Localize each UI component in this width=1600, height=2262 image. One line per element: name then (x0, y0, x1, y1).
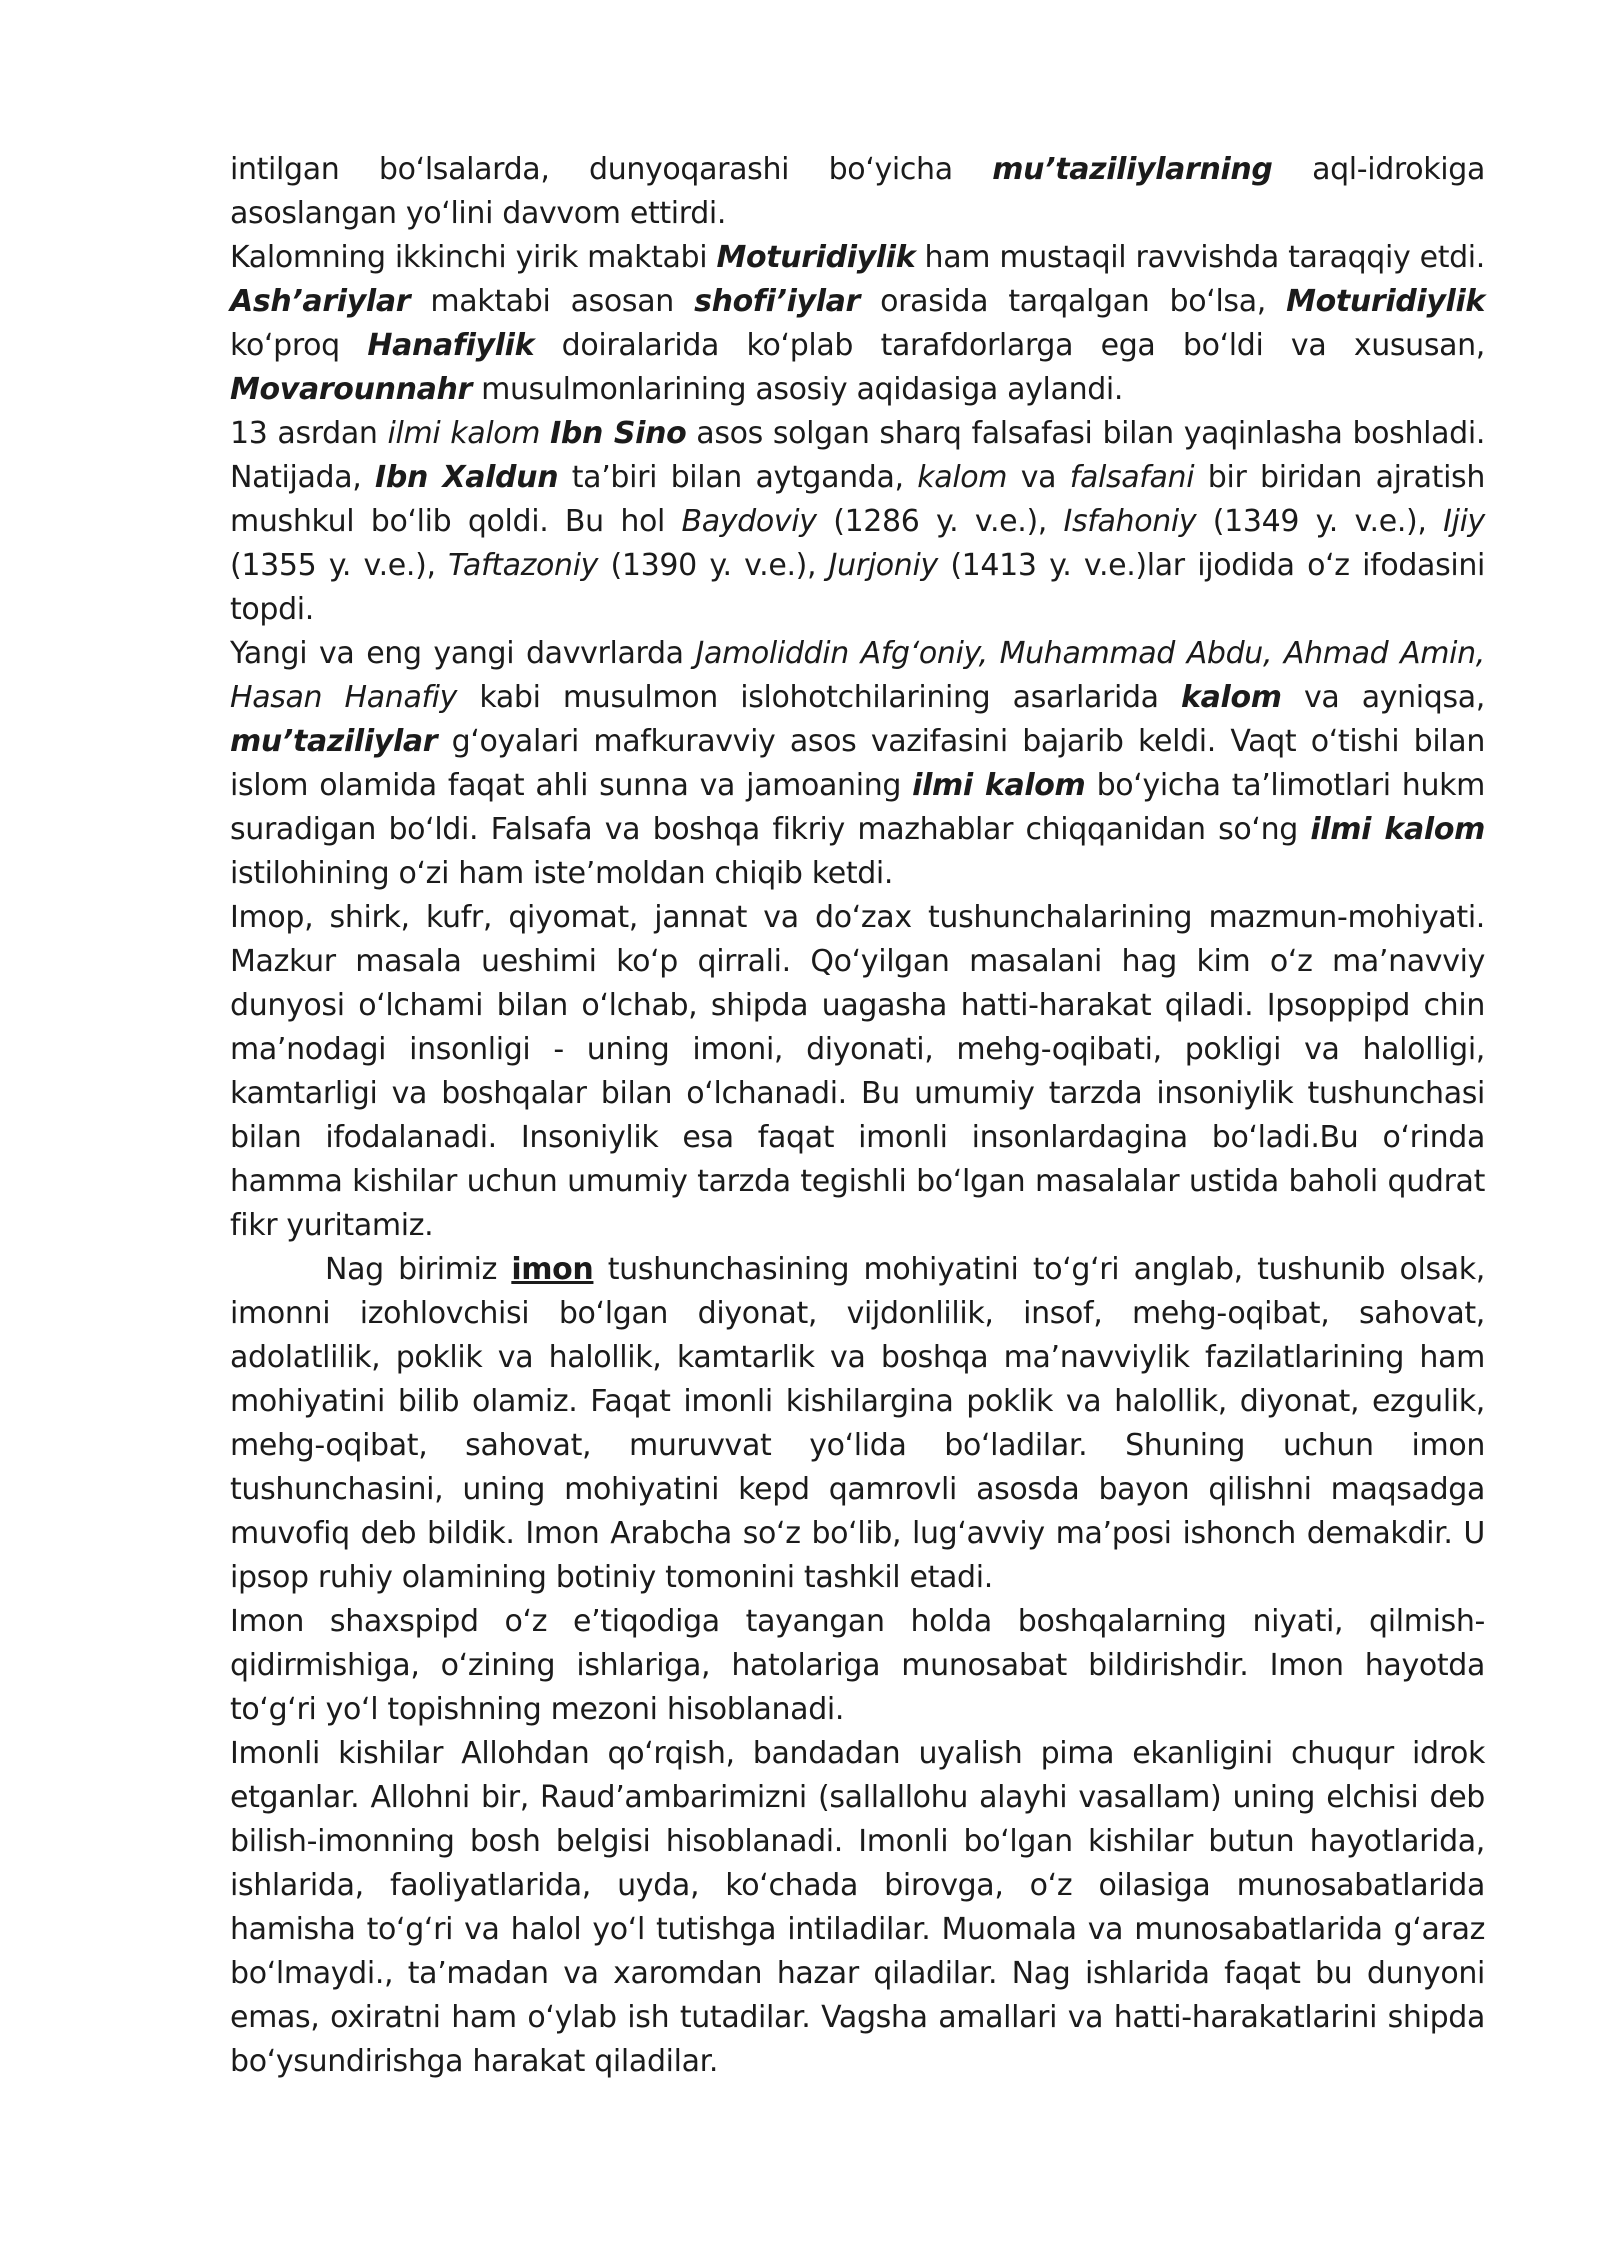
text-run: (1413 y. v.e.)lar ijodida o‘z ifodasini topdi. (230, 548, 1485, 627)
paragraph-8 (230, 1732, 1485, 2084)
text-run: intilgan bo‘lsalarda, dunyoqarashi bo‘yicha (230, 152, 993, 187)
text-run: va (1007, 460, 1070, 495)
text-run: musulmonlarining asosiy aqidasiga aylandi. (471, 372, 1124, 407)
text-run: doiralarida ko‘plab tarafdorlarga ega bo‘ldi va xususan, (534, 328, 1485, 363)
text-run: Kalomning ikkinchi yirik maktabi (230, 240, 717, 275)
emphasized-text: Taftazoniy (448, 548, 599, 583)
paragraph-1 (230, 148, 1485, 236)
text-run: istilohining o‘zi ham iste’moldan chiqib ketdi. (230, 856, 894, 891)
text-run: Imon shaxspipd o‘z e’tiqodiga tayangan holda boshqalarning niyati, qilmish-qidirmishiga, o‘zining ishlariga, hatolariga munosabat bildirishdir. Imon hayotda to‘g‘ri yo‘l topishning mezoni hisoblanadi. (230, 1604, 1485, 1727)
text-run: ham mustaqil ravvishda taraqqiy etdi. (915, 240, 1485, 275)
emphasized-text: Ash’ariylar (230, 284, 411, 319)
emphasized-text: Movarounnahr (230, 372, 472, 407)
text-run: bir biridan ajratish mushkul bo‘lib qoldi. Bu hol (230, 460, 1485, 539)
text-run: orasida tarqalgan bo‘lsa, (859, 284, 1287, 319)
emphasized-text: Moturidiylik (716, 240, 916, 275)
text-run: g‘oyalari mafkuravviy asos vazifasini bajarib keldi. Vaqt o‘tishi bilan islom olamida faqat ahli sunna va jamoaning (230, 724, 1485, 803)
text-run: (1390 y. v.e.), (598, 548, 829, 583)
emphasized-text: kalom (1181, 680, 1282, 715)
text-run: tushunchasining mohiyatini to‘g‘ri anglab, tushunib olsak, imonni izohlovchisi bo‘lgan diyonat, vijdonlilik, insof, mehg-oqibat, sahovat, adolatlilik, poklik va halollik, kamtarlik va boshqa ma’navviylik fazilatlarining ham mohiyatini bilib olamiz. Faqat imonli kishilargina poklik va halollik, diyonat, ezgulik, mehg-oqibat, sahovat, muruvvat yo‘lida bo‘ladilar. Shuning uchun imon tushunchasini, uning mohiyatini kepd qamrovli asosda bayon qilishni maqsadga muvofiq deb bildik. Imon Arabcha so‘z bo‘lib, lug‘avviy ma’posi ishonch demakdir. U ipsop ruhiy olamining botiniy tomonini tashkil etadi. (230, 1252, 1485, 1595)
emphasized-text: Jurjoniy (828, 548, 938, 583)
emphasized-text: Ibn Xaldun (375, 460, 559, 495)
emphasized-text: ilmi kalom (912, 768, 1086, 803)
text-run: Nag birimiz (325, 1252, 512, 1287)
emphasized-text: Baydoviy (681, 504, 817, 539)
text-run: maktabi asosan (410, 284, 695, 319)
text-run: Imonli kishilar Allohdan qo‘rqish, bandadan uyalish pima ekanligini chuqur idrok etganlar. Allohni bir, Raud’ambarimizni (sallallohu alayhi vasallam) uning elchisi deb bilish-imonning bosh belgisi hisoblanadi. Imonli bo‘lgan kishilar butun hayotlarida, ishlarida, faoliyatlarida, uyda, ko‘chada birovga, o‘z oilasiga munosabatlarida hamisha to‘g‘ri va halol yo‘l tutishga intiladilar. Muomala va munosabatlarida g‘araz bo‘lmaydi., ta’madan va xaromdan hazar qiladilar. Nag ishlarida faqat bu dunyoni emas, oxiratni ham o‘ylab ish tutadilar. Vagsha amallari va hatti-harakatlarini shipda bo‘ysundirishga harakat qiladilar. (230, 1736, 1485, 2079)
text-run: va ayniqsa, (1281, 680, 1485, 715)
text-run: ta’biri bilan aytganda, (558, 460, 918, 495)
text-run (540, 416, 550, 451)
paragraph-7 (230, 1600, 1485, 1732)
text-run: ko‘proq (230, 328, 368, 363)
paragraph-4 (230, 632, 1485, 896)
emphasized-text: ilmi kalom (387, 416, 541, 451)
paragraph-3 (230, 412, 1485, 632)
text-run: (1349 y. v.e.), (1196, 504, 1444, 539)
emphasized-text: Moturidiylik (1286, 284, 1485, 319)
emphasized-text: Ibn Sino (550, 416, 687, 451)
text-run: aql-idrokiga asoslangan yo‘lini davvom ettirdi. (230, 152, 1485, 231)
paragraph-5 (230, 896, 1485, 1248)
emphasized-text: Jamoliddin Afg‘oniy, Muhammad Abdu, Ahmad Amin, Hasan Hanafiy (230, 636, 1485, 715)
text-run: asos solgan sharq falsafasi bilan yaqinlasha boshladi. Natijada, (230, 416, 1485, 495)
text-run: (1286 y. v.e.), (816, 504, 1064, 539)
document-page (230, 148, 1485, 2084)
emphasized-text: kalom (917, 460, 1008, 495)
text-run: 13 asrdan (230, 416, 388, 451)
text-run: Imop, shirk, kufr, qiyomat, jannat va do‘zax tushunchalarining mazmun-mohiyati. Mazkur masala ueshimi ko‘p qirrali. Qo‘yilgan masalani hag kim o‘z ma’navviy dunyosi o‘lchami bilan o‘lchab, shipda uagasha hatti-harakat qiladi. Ipsoppipd chin ma’nodagi insonligi - uning imoni, diyonati, mehg-oqibati, pokligi va halolligi, kamtarligi va boshqalar bilan o‘lchanadi. Bu umumiy tarzda insoniylik tushunchasi bilan ifodalanadi. Insoniylik esa faqat imonli insonlardagina bo‘ladi.Bu o‘rinda hamma kishilar uchun umumiy tarzda tegishli bo‘lgan masalalar ustida baholi qudrat fikr yuritamiz. (230, 900, 1485, 1243)
emphasized-text: shofi’iylar (694, 284, 860, 319)
emphasized-text: Ijiy (1443, 504, 1485, 539)
text-run: (1355 y. v.e.), (230, 548, 449, 583)
emphasized-text: Isfahoniy (1063, 504, 1197, 539)
emphasized-text: mu’taziliylarning (992, 152, 1273, 187)
emphasized-text: falsafani (1069, 460, 1195, 495)
text-run: kabi musulmon islohotchilarining asarlarida (457, 680, 1182, 715)
emphasized-text: ilmi kalom (1310, 812, 1486, 847)
emphasized-text: mu’taziliylar (230, 724, 438, 759)
emphasized-text: imon (511, 1252, 594, 1287)
text-run: bo‘yicha ta’limotlari hukm suradigan bo‘ldi. Falsafa va boshqa fikriy mazhablar chiqqanidan so‘ng (230, 768, 1485, 847)
emphasized-text: Hanafiylik (367, 328, 535, 363)
paragraph-2 (230, 236, 1485, 412)
text-run: Yangi va eng yangi davvrlarda (230, 636, 696, 671)
paragraph-6 (230, 1248, 1485, 1600)
